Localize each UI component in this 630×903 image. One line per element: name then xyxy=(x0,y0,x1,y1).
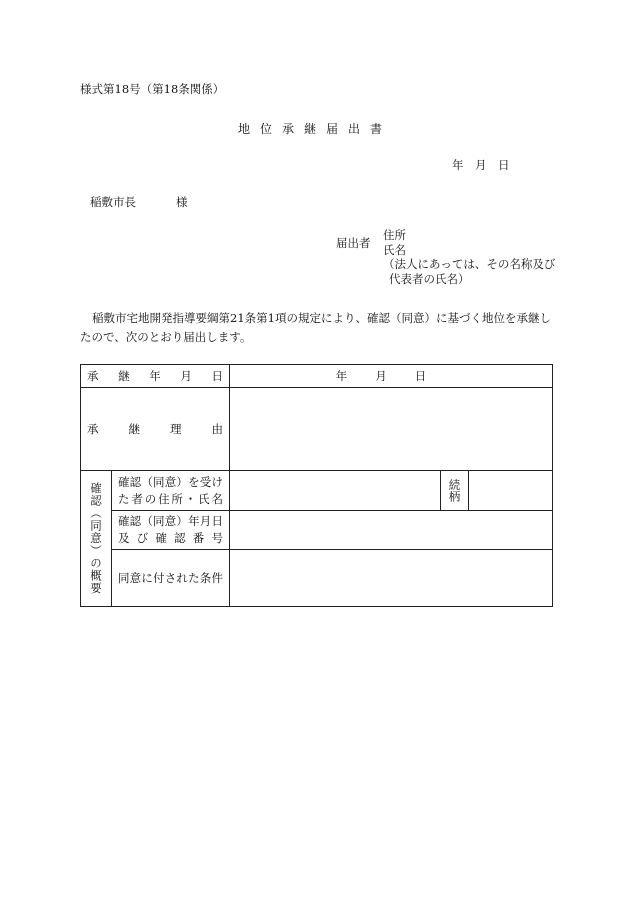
summary-label: 確認（同意）の概要 xyxy=(89,482,103,595)
page-title: 地位承継届出書 xyxy=(237,122,392,136)
relation-field[interactable] xyxy=(469,471,553,511)
body-text: 稲敷市宅地開発指導要綱第21条第1項の規定により、確認（同意）に基づく地位を承継したので、次のとおり届出します。 xyxy=(80,311,551,344)
label-char: 日 xyxy=(211,369,223,383)
reason-label xyxy=(81,388,230,471)
addressee-honorific: 様 xyxy=(176,195,188,209)
label-char: 月 xyxy=(180,369,192,383)
label-char: 年 xyxy=(149,369,161,383)
reason-row xyxy=(81,388,553,471)
notifier-name-label: 氏名 xyxy=(383,242,406,257)
label-char: 理 xyxy=(170,422,182,436)
relation-label-cell xyxy=(441,471,469,511)
notifier-address-label: 住所 xyxy=(383,228,406,242)
recipient-label xyxy=(112,471,230,511)
reason-field[interactable] xyxy=(230,388,553,471)
conditions-field[interactable] xyxy=(230,550,553,607)
conditions-label xyxy=(112,550,230,607)
label-char: 由 xyxy=(211,422,223,436)
month-unit: 月 xyxy=(375,369,387,383)
succession-date-field[interactable] xyxy=(230,365,553,388)
recipient-label-line-1: 確認（同意）を受け xyxy=(118,474,223,489)
confirmation-date-label xyxy=(112,511,230,550)
label-char: 継 xyxy=(118,369,130,383)
conditions-label-text: 同意に付された条件 xyxy=(118,570,223,585)
label-char: 承 xyxy=(87,369,99,383)
confirmation-date-row xyxy=(81,511,553,550)
confirmation-date-field[interactable] xyxy=(230,511,553,550)
label-char: 承 xyxy=(87,422,99,436)
succession-date-label xyxy=(81,365,230,388)
relation-label: 続柄 xyxy=(447,479,462,502)
notification-table xyxy=(80,364,553,607)
corporate-note-line-1: （法人にあっては、その名称及び xyxy=(383,257,556,271)
conditions-row xyxy=(81,550,553,607)
date-line: 年 月 日 xyxy=(452,158,510,172)
succession-date-row xyxy=(81,365,553,388)
notifier-block xyxy=(383,228,555,286)
day-unit: 日 xyxy=(414,369,427,383)
label-char: 継 xyxy=(128,422,140,436)
recipient-field[interactable] xyxy=(230,471,441,511)
confirmation-date-label-line-1: 確認（同意）年月日 xyxy=(118,514,223,528)
addressee-name: 稲敷市長 xyxy=(90,195,136,209)
summary-label-cell xyxy=(81,471,112,607)
recipient-row xyxy=(81,471,553,511)
corporate-note-line-2: 代表者の氏名） xyxy=(389,271,470,286)
addressee xyxy=(90,195,188,209)
notifier-label: 届出者 xyxy=(336,236,371,250)
form-number-label: 様式第18号（第18条関係） xyxy=(80,82,225,96)
year-unit: 年 xyxy=(335,369,348,383)
recipient-label-line-2: た者の住所・氏名 xyxy=(118,491,223,506)
confirmation-date-label-line-2: 及び確認番号 xyxy=(118,531,223,545)
